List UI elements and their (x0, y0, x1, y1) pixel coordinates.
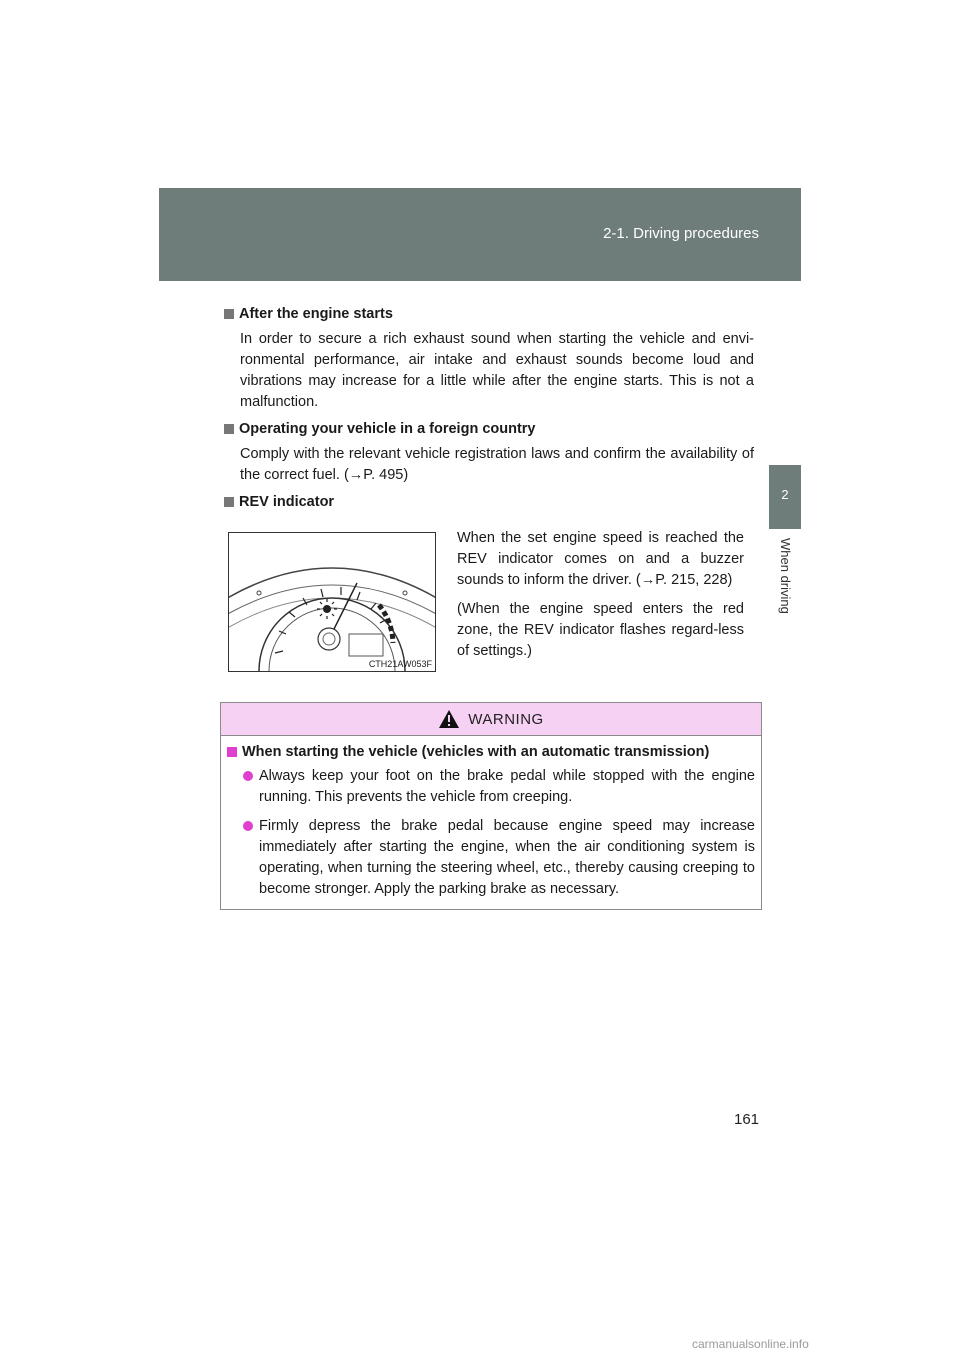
section-title: 2-1. Driving procedures (603, 225, 759, 242)
chapter-number: 2 (781, 487, 789, 502)
rev-text-1: When the set engine speed is reached the REV indicator comes on and a buzzer sounds to inform the driver. (→P. 215, 228) (457, 530, 744, 588)
square-bullet-icon (224, 424, 234, 434)
section-heading-foreign: Operating your vehicle in a foreign country (224, 421, 754, 437)
square-bullet-icon (224, 497, 234, 507)
after-start-text: In order to secure a rich exhaust sound when starting the vehicle and envi-ronmental performance, air intake and exhaust sounds become loud and vibrations may increase for a little while after the engine starts. This is not a malfunction. (240, 331, 754, 410)
image-code: CTH21AW053F (368, 659, 432, 669)
warning-heading: When starting the vehicle (vehicles with an automatic transmission) (227, 744, 755, 760)
chapter-label: When driving (778, 538, 793, 614)
warning-triangle-icon (438, 709, 460, 729)
warning-title: WARNING (468, 710, 544, 728)
rev-text-2: (When the engine speed enters the red zone, the REV indicator flashes regard-less of settings.) (457, 601, 744, 659)
rev-indicator-row (214, 510, 754, 670)
watermark: carmanualsonline.info (692, 1337, 809, 1351)
warning-header (221, 703, 761, 736)
tachometer-icon (229, 533, 435, 671)
round-bullet-icon (243, 821, 253, 831)
section-heading-rev: REV indicator (224, 494, 754, 510)
page-number: 161 (734, 1111, 760, 1128)
section-heading-after-start: After the engine starts (224, 306, 754, 322)
foreign-text: Comply with the relevant vehicle registration laws and confirm the availability of the correct fuel. (→P. 495) (240, 446, 754, 483)
warning-body (221, 736, 761, 900)
round-bullet-icon (243, 771, 253, 781)
chapter-tab (769, 465, 801, 529)
chapter-label-container (769, 538, 801, 638)
square-bullet-icon (227, 747, 237, 757)
warning-bullet: Firmly depress the brake pedal because engine speed may increase immediately after starting the engine, when the air conditioning system is operating, when turning the steering wheel, etc., thereby causing creeping to become stronger. Apply the parking brake as necessary. (243, 816, 755, 900)
tachometer-illustration (228, 532, 436, 672)
rev-description (457, 528, 744, 670)
square-bullet-icon (224, 309, 234, 319)
header-band (159, 188, 801, 281)
warning-box (220, 702, 762, 910)
warning-bullet: Always keep your foot on the brake pedal while stopped with the engine running. This prevents the vehicle from creeping. (243, 766, 755, 808)
main-content (224, 306, 754, 670)
